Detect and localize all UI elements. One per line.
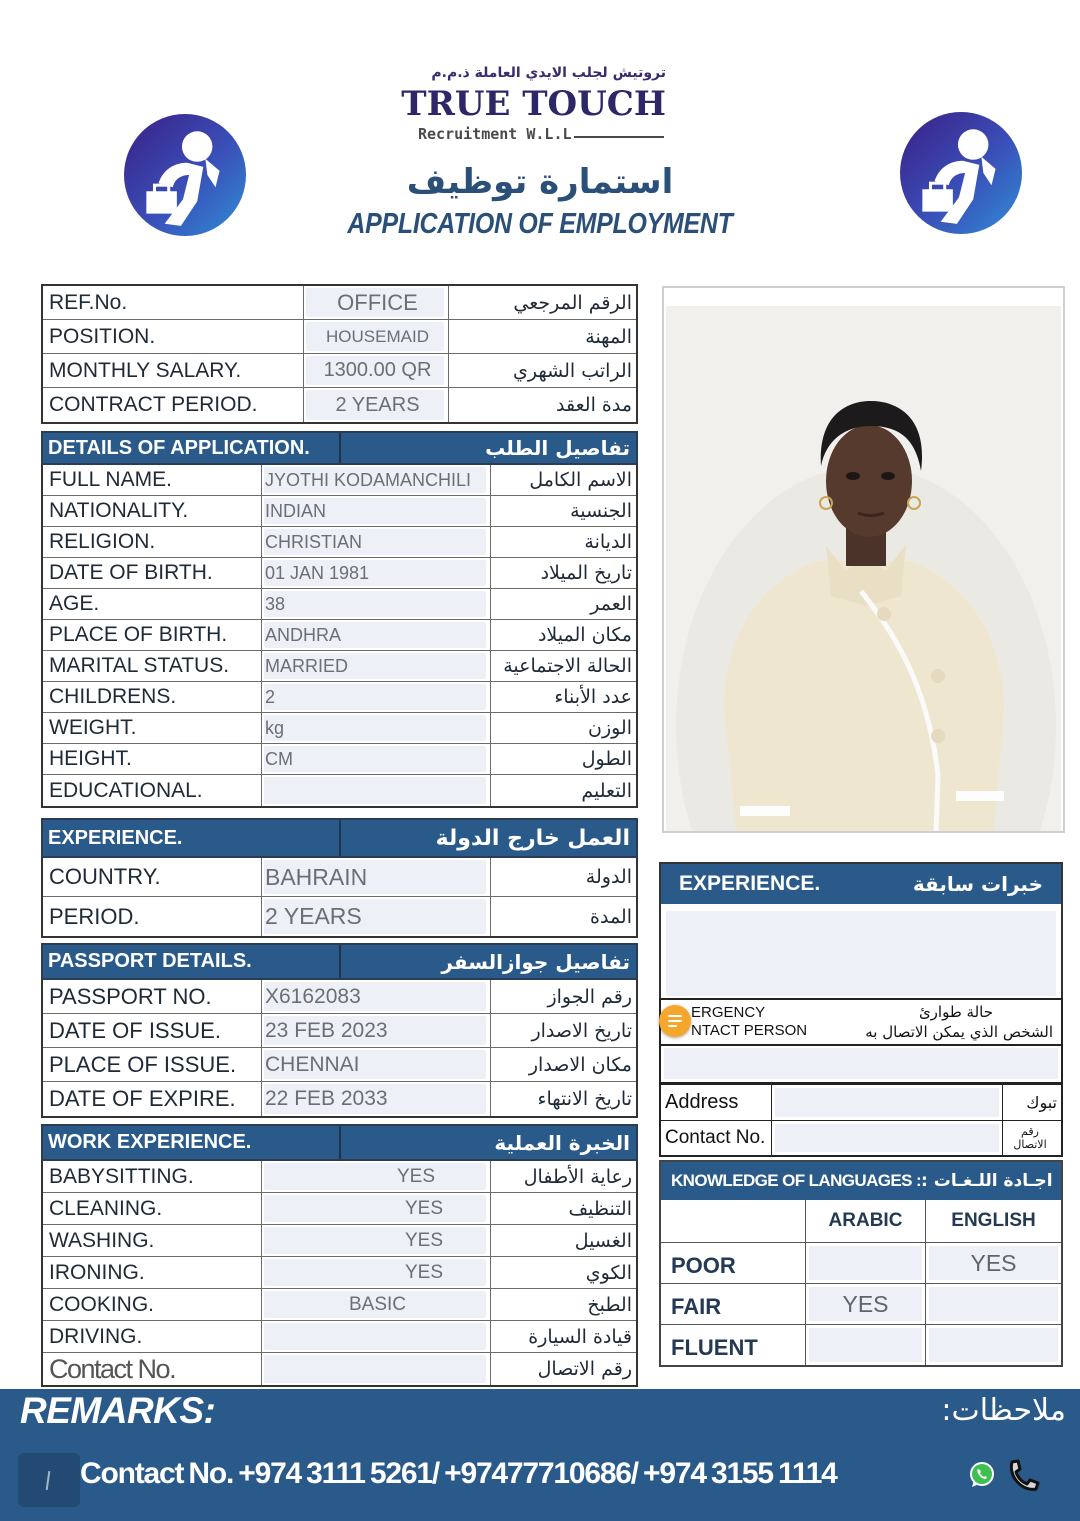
contract-period-value[interactable]: 2 YEARS — [304, 388, 449, 422]
field-label: COOKING. — [43, 1289, 262, 1320]
field-label-arabic: تاريخ الاصدار — [531, 1019, 632, 1042]
field-value-text: BAHRAIN — [265, 863, 368, 890]
arabic-level-cell[interactable]: YES — [806, 1284, 926, 1324]
previous-experience-header — [661, 864, 1061, 904]
handle-grip-icon — [46, 1471, 51, 1490]
field-value-text: 38 — [265, 593, 286, 614]
table-row — [43, 682, 636, 713]
field-label-arabic: الطول — [581, 748, 632, 770]
table-row — [43, 744, 636, 775]
table-row — [43, 980, 636, 1014]
field-value-text: CHENNAI — [265, 1052, 360, 1076]
field-label-arabic: قيادة السيارة — [528, 1325, 632, 1348]
emergency-arabic-line2: الشخص الذي يمكن الاتصال به — [865, 1023, 1053, 1041]
company-subtitle — [400, 124, 682, 144]
field-label-arabic: المدة — [590, 905, 632, 928]
experience-section-header — [41, 818, 638, 858]
languages-header — [661, 1162, 1061, 1200]
company-logo-right — [900, 112, 1022, 234]
field-label: POSITION. — [43, 320, 304, 353]
previous-experience-box — [659, 862, 1063, 1000]
field-label-arabic: الرقم المرجعي — [513, 291, 632, 314]
field-label-arabic: الوزن — [587, 717, 632, 739]
section-title: PASSPORT DETAILS. — [43, 945, 341, 978]
table-row — [661, 1324, 1061, 1365]
section-title-arabic: العمل خارج الدولة — [435, 825, 630, 851]
field-value-text: ANDHRA — [265, 624, 342, 645]
field-label: MARITAL STATUS. — [43, 651, 262, 681]
table-row — [43, 1353, 636, 1385]
column-header-arabic: ARABIC — [806, 1200, 926, 1242]
field-label: RELIGION. — [43, 527, 262, 557]
emergency-label-line2: NTACT PERSON — [691, 1022, 808, 1039]
salary-value[interactable]: 1300.00 QR — [304, 354, 449, 387]
remarks-label-arabic: ملاحظات: — [941, 1393, 1066, 1428]
section-title-arabic: تفاصيل جوازالسفر — [441, 949, 630, 974]
emergency-contact-field[interactable] — [659, 1044, 1063, 1084]
english-level-cell[interactable] — [926, 1284, 1061, 1324]
field-label-arabic: عدد الأبناء — [554, 686, 632, 708]
field-value[interactable] — [262, 1289, 491, 1320]
section-title: EXPERIENCE. — [43, 820, 341, 856]
table-row — [43, 858, 636, 897]
field-value-text: MARRIED — [265, 655, 349, 676]
table-row — [43, 558, 636, 589]
field-label-arabic: التنظيف — [568, 1197, 632, 1220]
table-row — [43, 354, 636, 388]
emergency-contact-header — [659, 998, 1063, 1046]
field-value-text: 23 FEB 2023 — [265, 1018, 388, 1042]
menu-line-icon — [668, 1025, 677, 1027]
field-value-text: 2 YEARS — [265, 903, 362, 929]
field-label-arabic: الغسيل — [574, 1229, 632, 1252]
field-value[interactable] — [262, 1225, 491, 1256]
section-title-arabic: خبرات سابقة — [912, 872, 1043, 896]
field-value-text: 2 — [265, 686, 276, 707]
table-row — [43, 620, 636, 651]
address-value[interactable] — [775, 1088, 999, 1117]
field-value[interactable] — [262, 1353, 491, 1385]
field-value[interactable] — [262, 620, 491, 650]
level-label: FLUENT — [661, 1325, 806, 1365]
field-value-text: YES — [404, 1261, 444, 1283]
field-label: PERIOD. — [43, 897, 262, 936]
field-value[interactable] — [262, 897, 491, 936]
details-section-header — [41, 431, 638, 465]
details-table — [41, 465, 638, 808]
section-title: EXPERIENCE. — [679, 872, 821, 895]
table-row — [661, 1121, 1061, 1155]
field-label-arabic: مكان الميلاد — [537, 624, 632, 646]
table-row — [661, 1085, 1061, 1121]
section-title-arabic: اجـادة اللـغـات : — [921, 1171, 1053, 1191]
passport-table — [41, 980, 638, 1118]
table-row — [43, 1289, 636, 1321]
company-logo-left — [124, 114, 246, 236]
company-name-arabic: تروتيش لجلب الايدي العاملة ذ.م.م — [431, 65, 666, 81]
table-row — [661, 1283, 1061, 1324]
field-value[interactable] — [262, 682, 491, 712]
field-label: DATE OF EXPIRE. — [43, 1082, 262, 1116]
field-label: MONTHLY SALARY. — [43, 354, 304, 387]
table-row — [43, 589, 636, 620]
field-label: PLACE OF ISSUE. — [43, 1048, 262, 1081]
table-row — [43, 775, 636, 806]
address-field[interactable] — [772, 1085, 1003, 1120]
emergency-arabic-line1: حالة طوارئ — [918, 1003, 993, 1021]
field-label-arabic: الطبخ — [587, 1293, 632, 1316]
passport-section-header — [41, 943, 638, 980]
field-value[interactable] — [262, 980, 491, 1013]
field-label: IRONING. — [43, 1257, 262, 1288]
subtitle-rule — [574, 136, 664, 138]
field-label: HEIGHT. — [43, 744, 262, 774]
languages-table — [659, 1160, 1063, 1367]
field-label-arabic: التعليم — [581, 779, 632, 802]
table-row — [43, 1048, 636, 1082]
table-row — [43, 713, 636, 744]
field-label-arabic: رقم الاتصال — [537, 1358, 632, 1380]
field-value-text: X6162083 — [265, 984, 361, 1008]
field-value[interactable] — [262, 465, 491, 495]
phone-icon — [1003, 1457, 1041, 1495]
field-label: FULL NAME. — [43, 465, 262, 495]
column-header-english: ENGLISH — [951, 1210, 1036, 1231]
table-row — [43, 496, 636, 527]
address-label-arabic: تبوك — [1026, 1093, 1057, 1112]
side-panel-handle[interactable] — [18, 1453, 80, 1507]
floating-menu-button[interactable] — [659, 1005, 691, 1037]
field-label-arabic: الجنسية — [570, 500, 632, 522]
field-label: BABYSITTING. — [43, 1161, 262, 1192]
section-title-arabic: الخبرة العملية — [494, 1130, 630, 1155]
field-label: REF.No. — [43, 286, 304, 319]
menu-line-icon — [668, 1020, 682, 1022]
field-label-arabic: تاريخ الانتهاء — [537, 1088, 632, 1110]
contact-value[interactable] — [775, 1124, 999, 1152]
field-label: CHILDRENS. — [43, 682, 262, 712]
company-name: TRUE TOUCH — [401, 84, 666, 124]
field-label-arabic: رقم الجواز — [547, 985, 632, 1008]
field-value[interactable] — [262, 1193, 491, 1224]
section-title: DETAILS OF APPLICATION. — [43, 433, 341, 463]
field-label: COUNTRY. — [43, 858, 262, 896]
field-label: AGE. — [43, 589, 262, 619]
ref-no-value[interactable]: OFFICE — [304, 286, 449, 319]
section-title: WORK EXPERIENCE. — [43, 1126, 341, 1159]
field-label-arabic: مدة العقد — [556, 394, 632, 416]
table-row — [43, 1193, 636, 1225]
field-label-arabic: تاريخ الميلاد — [540, 562, 632, 584]
field-value-text: INDIAN — [265, 500, 327, 521]
field-label-arabic: مكان الاصدار — [528, 1053, 632, 1076]
field-value-text: CHRISTIAN — [265, 531, 363, 552]
company-subtitle-text: Recruitment W.L.L — [418, 125, 572, 143]
applicant-photo — [666, 306, 1061, 831]
level-label: FAIR — [661, 1284, 806, 1324]
field-value-text: YES — [396, 1165, 436, 1187]
table-row — [43, 465, 636, 496]
empty-corner-cell — [661, 1200, 806, 1242]
table-row — [43, 1082, 636, 1116]
field-value-text: 01 JAN 1981 — [265, 562, 370, 583]
field-label: DATE OF ISSUE. — [43, 1014, 262, 1047]
field-label: EDUCATIONAL. — [43, 775, 262, 806]
table-row — [43, 1257, 636, 1289]
arabic-level-cell[interactable] — [806, 1243, 926, 1283]
field-label: CONTRACT PERIOD. — [43, 388, 304, 422]
work-experience-table — [41, 1161, 638, 1387]
emergency-label-arabic — [817, 1000, 1061, 1044]
field-value-text: CM — [265, 748, 293, 769]
whatsapp-icon — [967, 1460, 997, 1490]
field-label-arabic: الراتب الشهري — [513, 359, 632, 382]
section-title-arabic: تفاصيل الطلب — [485, 436, 630, 460]
table-row — [43, 1225, 636, 1257]
field-label-arabic: رعاية الأطفال — [523, 1165, 632, 1188]
contact-arabic-line1: رقم — [1021, 1125, 1039, 1138]
field-value[interactable] — [262, 713, 491, 743]
emergency-contact-value[interactable] — [664, 1048, 1058, 1079]
table-row — [43, 897, 636, 936]
field-value-text: BASIC — [348, 1293, 407, 1315]
arabic-level-cell[interactable] — [806, 1325, 926, 1365]
field-value-text: JYOTHI KODAMANCHILI — [265, 469, 472, 490]
form-title: APPLICATION OF EMPLOYMENT — [347, 208, 733, 240]
applicant-photo-frame — [662, 286, 1065, 833]
field-value[interactable] — [262, 1321, 491, 1352]
english-level-cell[interactable]: YES — [926, 1243, 1061, 1283]
address-label: Address — [661, 1085, 772, 1120]
field-label-arabic: المهنة — [585, 325, 632, 348]
table-row — [43, 1014, 636, 1048]
top-info-table — [41, 284, 638, 424]
table-row — [43, 651, 636, 682]
field-value[interactable] — [262, 651, 491, 681]
field-value[interactable] — [262, 744, 491, 774]
field-value-text: kg — [265, 717, 285, 738]
field-value-text: 22 FEB 2033 — [265, 1087, 388, 1110]
field-label: WEIGHT. — [43, 713, 262, 743]
table-row — [43, 320, 636, 354]
field-value[interactable] — [262, 1257, 491, 1288]
field-value[interactable] — [262, 1014, 491, 1047]
form-title-arabic: استمارة توظيف — [406, 162, 674, 202]
previous-experience-field[interactable] — [666, 911, 1056, 996]
field-label-arabic: الدولة — [585, 866, 632, 888]
experience-table — [41, 858, 638, 938]
contact-numbers: Contact No. +974 3111 5261/ +97477710686/ +974 3155 1114 — [80, 1457, 837, 1490]
field-label-arabic: الديانة — [584, 531, 632, 553]
field-label: PLACE OF BIRTH. — [43, 620, 262, 650]
field-value[interactable] — [262, 527, 491, 557]
field-label-arabic: العمر — [590, 593, 632, 615]
remarks-label: REMARKS: — [20, 1390, 216, 1431]
field-value-text: YES — [404, 1197, 444, 1219]
contact-label-arabic — [1003, 1121, 1061, 1155]
field-value[interactable] — [262, 775, 491, 806]
field-value[interactable] — [262, 1161, 491, 1192]
field-value[interactable] — [262, 496, 491, 526]
field-value[interactable] — [262, 858, 491, 896]
field-label: Contact No. — [43, 1353, 262, 1385]
field-label: DATE OF BIRTH. — [43, 558, 262, 588]
work-experience-section-header — [41, 1124, 638, 1161]
english-level-cell[interactable] — [926, 1325, 1061, 1365]
table-row — [43, 286, 636, 320]
field-label-arabic: الاسم الكامل — [529, 469, 632, 491]
footer-banner — [0, 1389, 1080, 1521]
contact-label: Contact No. — [661, 1121, 772, 1155]
field-label: CLEANING. — [43, 1193, 262, 1224]
emergency-address-table — [659, 1083, 1063, 1157]
field-value-text: YES — [404, 1229, 444, 1251]
running-person-briefcase-icon — [124, 114, 246, 236]
position-value[interactable]: HOUSEMAID — [304, 320, 449, 353]
field-label-arabic: الكوي — [585, 1261, 632, 1284]
field-value[interactable] — [262, 1082, 491, 1116]
field-label: NATIONALITY. — [43, 496, 262, 526]
menu-line-icon — [668, 1015, 682, 1017]
running-person-briefcase-icon — [900, 112, 1022, 234]
field-value[interactable] — [262, 1048, 491, 1081]
table-row — [43, 1161, 636, 1193]
field-value[interactable] — [262, 589, 491, 619]
field-label: WASHING. — [43, 1225, 262, 1256]
contact-arabic-line2: الاتصال — [1013, 1138, 1047, 1151]
section-title: KNOWLEDGE OF LANGUAGES : — [671, 1171, 922, 1190]
field-value[interactable] — [262, 558, 491, 588]
table-row — [43, 527, 636, 558]
field-label: DRIVING. — [43, 1321, 262, 1352]
emergency-label-line1: ERGENCY — [691, 1004, 766, 1021]
company-brand — [400, 62, 682, 144]
contact-field[interactable] — [772, 1121, 1003, 1155]
level-label: POOR — [661, 1243, 806, 1283]
table-row — [43, 388, 636, 422]
languages-column-headers — [661, 1200, 1061, 1242]
table-row — [43, 1321, 636, 1353]
table-row — [661, 1242, 1061, 1283]
field-label: PASSPORT NO. — [43, 980, 262, 1013]
field-label-arabic: الحالة الاجتماعية — [503, 655, 632, 677]
